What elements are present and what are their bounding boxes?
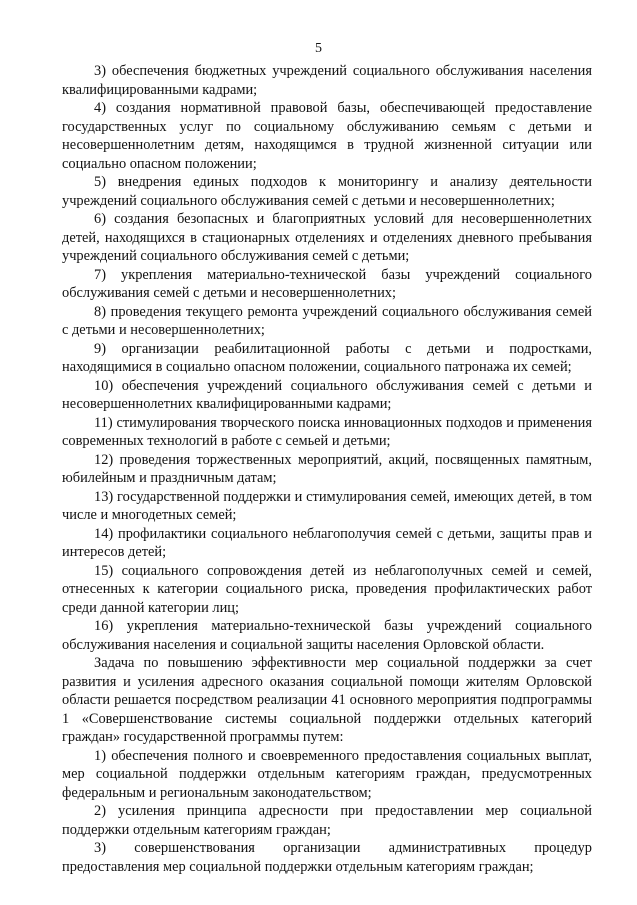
paragraph-item-6: 6) создания безопасных и благоприятных условий для несовершеннолетних детей, находящихся в стационарных отделениях и отделениях дневного пребывания учреждений социального обслуживания семей с детьми; [62,211,592,264]
paragraph-method-3: 3) совершенствования организации административных процедур предоставления мер социальной поддержки отдельным категориям граждан; [62,840,592,875]
paragraph-item-13: 13) государственной поддержки и стимулирования семей, имеющих детей, в том числе и многодетных семей; [62,488,592,523]
paragraph-item-3: 3) обеспечения бюджетных учреждений социального обслуживания населения квалифицированными кадрами; [62,63,592,98]
paragraph-item-4: 4) создания нормативной правовой базы, обеспечивающей предоставление государственных услуг по социальному обслуживанию семьям с детьми и несовершеннолетним детям, находящимся в трудной жизненной ситуации или социально опасном положении; [62,100,592,172]
paragraph-item-10: 10) обеспечения учреждений социального обслуживания семей с детьми и несовершеннолетних квалифицированными кадрами; [62,377,592,412]
paragraph-item-9: 9) организации реабилитационной работы с детьми и подростками, находящимися в социально опасном положении, социального патронажа их семей; [62,340,592,375]
document-body [62,62,592,876]
paragraph-item-7: 7) укрепления материально-технической базы учреждений социального обслуживания семей с детьми и несовершеннолетних; [62,266,592,301]
paragraph-item-14: 14) профилактики социального неблагополучия семей с детьми, защиты прав и интересов детей; [62,525,592,560]
paragraph-item-8: 8) проведения текущего ремонта учреждений социального обслуживания семей с детьми и несовершеннолетних; [62,303,592,338]
paragraph-item-16: 16) укрепления материально-технической базы учреждений социального обслуживания населения и социальной защиты населения Орловской области. [62,618,592,653]
paragraph-item-15: 15) социального сопровождения детей из неблагополучных семей и семей, отнесенных к категории социального риска, проведения профилактических работ среди данной категории лиц; [62,562,592,616]
paragraph-item-12: 12) проведения торжественных мероприятий, акций, посвященных памятным, юбилейным и праздничным датам; [62,451,592,486]
page-number: 5 [315,41,322,56]
paragraph-item-11: 11) стимулирования творческого поиска инновационных подходов и применения современных технологий в работе с семьей и детьми; [62,414,592,449]
paragraph-item-5: 5) внедрения единых подходов к мониторингу и анализу деятельности учреждений социального обслуживания семей с детьми и несовершеннолетних; [62,174,592,209]
paragraph-method-2: 2) усиления принципа адресности при предоставлении мер социальной поддержки отдельным категориям граждан; [62,803,592,838]
paragraph-task-intro: Задача по повышению эффективности мер социальной поддержки за счет развития и усиления адресного оказания социальной помощи жителям Орловской области решается посредством реализации 41 основного мероприятия подпрограммы 1 «Совершенствование системы социальной поддержки отдельных категорий граждан» государственной программы путем: [62,655,592,745]
paragraph-method-1: 1) обеспечения полного и своевременного предоставления социальных выплат, мер социальной поддержки отдельным категориям граждан, предусмотренных федеральным и региональным законодательством; [62,747,592,801]
